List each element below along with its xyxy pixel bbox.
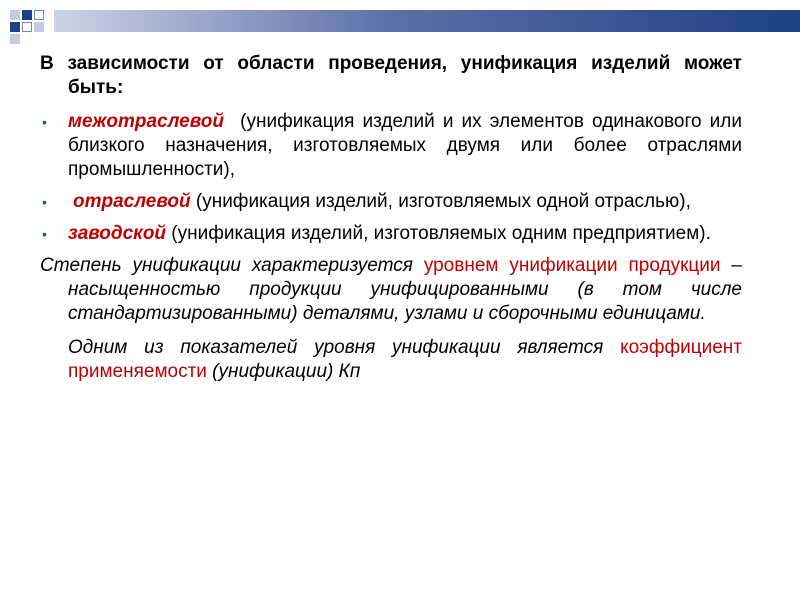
paragraph2-after: (унификации) Кп xyxy=(206,361,361,382)
list-item-factory xyxy=(40,222,742,246)
intro-text: В зависимости от области проведения, унификация изделий может быть: xyxy=(40,53,742,98)
term-factory: заводской xyxy=(68,223,167,244)
item-description: (унификация изделий и их элементов одинакового или близкого назначения, изготовляемых двумя или более отраслями промышленности), xyxy=(68,111,748,180)
bullet-icon: • xyxy=(42,114,47,130)
paragraph1-after: – насыщенностью продукции унифицированными (в том числе стандартизированными) деталями, узлами и сборочными единицами. xyxy=(68,255,742,324)
paragraph2-highlight: коэффициент применяемости xyxy=(68,337,742,382)
paragraph-unification-level xyxy=(40,254,742,326)
paragraph-coefficient xyxy=(40,336,742,384)
header-square-blue-top xyxy=(22,10,32,20)
list-item-interindustry xyxy=(40,110,748,182)
header-square-outline-top xyxy=(34,10,44,20)
item-description: (унификация изделий, изготовляемых одной отраслью), xyxy=(190,191,691,212)
header-gradient-bar xyxy=(54,10,800,32)
header-square-outline-bottom xyxy=(22,22,32,32)
slide-body xyxy=(40,52,748,384)
term-interindustry: межотраслевой xyxy=(68,111,224,132)
header-square-light-top-left xyxy=(10,10,20,20)
header-square-blue-bottom xyxy=(10,22,20,32)
list-item-industry xyxy=(40,190,742,214)
paragraph1-highlight: уровнем унификации продукции xyxy=(423,255,721,276)
term-industry: отраслевой xyxy=(73,191,191,212)
header-square-light-bottom xyxy=(34,22,44,32)
bullet-icon: • xyxy=(42,194,47,210)
paragraph1-before: Степень унификации характеризуется xyxy=(40,255,424,276)
item-description: (унификация изделий, изготовляемых одним предприятием). xyxy=(166,223,711,244)
paragraph2-before: Одним из показателей уровня унификации является xyxy=(68,337,621,358)
bullet-icon: • xyxy=(42,226,47,242)
header-square-light-left xyxy=(10,34,20,44)
